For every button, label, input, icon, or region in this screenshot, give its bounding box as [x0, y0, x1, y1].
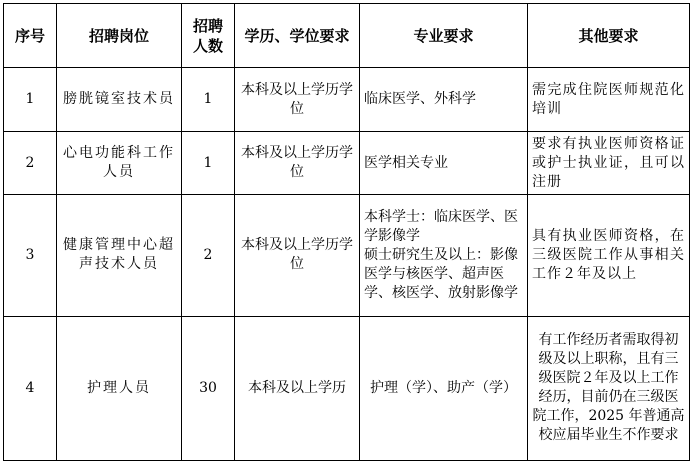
header-row	[4, 4, 690, 68]
header-count: 招聘人数	[182, 4, 235, 68]
cell-position: 心电功能科工作人员	[57, 132, 182, 195]
header-seq: 序号	[4, 4, 57, 68]
cell-major: 护理（学）、助产（学）	[360, 316, 528, 460]
cell-seq: 1	[4, 68, 57, 132]
cell-count: 2	[182, 195, 235, 316]
cell-other: 具有执业医师资格，在三级医院工作从事相关工作２年及以上	[528, 195, 690, 316]
cell-major: 医学相关专业	[360, 132, 528, 195]
cell-education: 本科及以上学历	[235, 316, 360, 460]
header-major: 专业要求	[360, 4, 528, 68]
cell-seq: 4	[4, 316, 57, 460]
table-row	[4, 132, 690, 195]
header-education: 学历、学位要求	[235, 4, 360, 68]
table-row	[4, 195, 690, 316]
header-position: 招聘岗位	[57, 4, 182, 68]
cell-education: 本科及以上学历学位	[235, 195, 360, 316]
cell-education: 本科及以上学历学位	[235, 132, 360, 195]
cell-position: 护理人员	[57, 316, 182, 460]
cell-other: 需完成住院医师规范化培训	[528, 68, 690, 132]
cell-other: 要求有执业医师资格证或护士执业证，且可以注册	[528, 132, 690, 195]
recruitment-table	[3, 3, 690, 461]
cell-major: 本科学士：临床医学、医学影像学 硕士研究生及以上：影像医学与核医学、超声医学、核医学、放射影像学	[360, 195, 528, 316]
cell-major: 临床医学、外科学	[360, 68, 528, 132]
cell-seq: 2	[4, 132, 57, 195]
cell-position: 膀胱镜室技术员	[57, 68, 182, 132]
cell-count: 30	[182, 316, 235, 460]
cell-education: 本科及以上学历学位	[235, 68, 360, 132]
cell-count: 1	[182, 132, 235, 195]
table-row	[4, 316, 690, 460]
cell-seq: 3	[4, 195, 57, 316]
cell-count: 1	[182, 68, 235, 132]
table-row	[4, 68, 690, 132]
header-other: 其他要求	[528, 4, 690, 68]
cell-position: 健康管理中心超声技术人员	[57, 195, 182, 316]
cell-other: 有工作经历者需取得初级及以上职称，且有三级医院２年及以上工作经历，目前仍在三级医院工作，2025 年普通高校应届毕业生不作要求	[528, 316, 690, 460]
